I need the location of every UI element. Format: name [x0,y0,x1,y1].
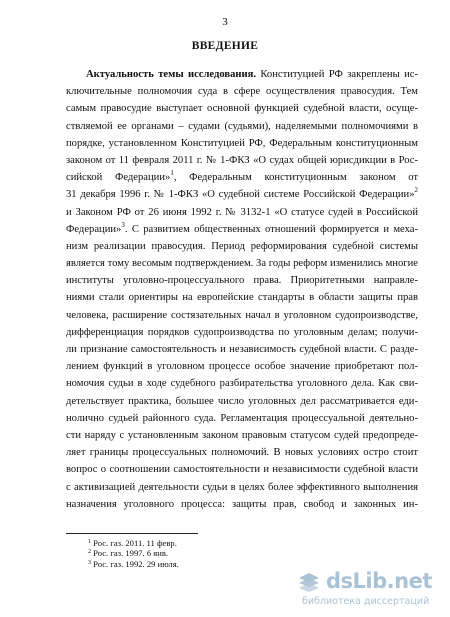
footnote: $^3$ Рос. газ. 1992. 29 июля. [88,558,179,569]
watermark-brand: dsLib.net [326,569,432,593]
text-line: институты уголовно-процессуального права. Приоритетными направле- [66,275,418,287]
text-line: вопрос о соотношении самостоятельности и независимости судебной власти [66,464,418,476]
lead-phrase: Актуальность темы исследования. [86,69,256,80]
footnote: $^1$ Рос. газ. 2011. 11 февр. [88,538,177,548]
watermark-subtitle: библиотека диссертаций [302,596,430,607]
text-line: ли признание самостоятельность и независимость судебной власти. С разде- [66,344,418,355]
text-line: ниями стали ориентиры на европейские стандарты в области защиты прав [66,292,418,304]
footnotes [88,538,179,569]
text-line: 31 декабря 1996 г. № 1-ФКЗ «О судебной системе Российской Федерации»$^2$ [66,186,418,201]
text-line: и Законом РФ от 26 июня 1992 г. № 3132-1 «О статусе судей в Российской [66,206,418,218]
text-line: порядке, установленном Конституцией РФ, Федеральным конституционным [66,137,418,149]
text-line: детельствует практика, большее число уголовных дел рассматривается еди- [66,395,418,407]
footnote-divider [66,533,198,534]
footnote-ref[interactable]: 2 [414,186,418,195]
text-line: дифференциация порядков судопроизводства по уголовным делам; получи- [66,326,418,338]
text-line: ключительные полномочия суда в сфере осуществления правосудия. Тем [66,86,418,98]
text-line: назначения уголовного процесса: защиты прав, свобод и законных ин- [66,498,418,510]
text-line: законом от 11 февраля 2011 г. № 1-ФКЗ «О судах общей юрисдикции в Рос- [66,154,418,166]
body-paragraph [66,66,418,513]
text-line: лением функций в уголовном процессе особое значение приобретают пол- [66,361,418,373]
text-line: ствляемой ее органами – судами (судьями), наделяемыми полномочиями в [66,120,418,132]
text-line: сийской Федерации»$^1$, Федеральным конституционным законом от [66,169,419,184]
text-line: номочия судьи в ходе судебного разбирательства уголовного дела. Как сви- [66,378,418,390]
text-line: Актуальность темы исследования. Конституцией РФ закреплены ис- [86,69,418,80]
footnote-ref[interactable]: 1 [170,169,174,178]
text-line: с активизацией деятельности судьи в целях более эффективного выполнения [66,481,418,493]
book-stack-icon [296,569,322,593]
text-line: сти наряду с установленным законом правовым статусом судей предопреде- [66,429,418,441]
page-number: 3 [222,16,228,28]
text-line: является тому весомым подтверждением. За годы реформ изменились многие [66,258,418,270]
footnote-ref[interactable]: 3 [121,220,125,229]
footnote: $^2$ Рос. газ. 1997. 6 янв. [88,548,169,559]
text-line: человека, расширение состязательных начал в уголовном судопроизводстве, [66,309,418,321]
watermark[interactable] [296,569,438,609]
text-line: самым правосудие выступает основной функцией судебной власти, осуще- [66,103,418,115]
text-line: ляет границы процессуальных полномочий. В новых условиях остро стоит [66,447,418,459]
text-line: низм реализации правосудия. Период реформирования судебной системы [66,240,418,252]
text-line: нолично судьей районного суда. Регламентация процессуальной деятельно- [66,412,418,424]
section-heading: ВВЕДЕНИЕ [191,40,259,52]
text-line: Федерации»$^3$. С развитием общественных отношений формируется и меха- [66,220,418,235]
